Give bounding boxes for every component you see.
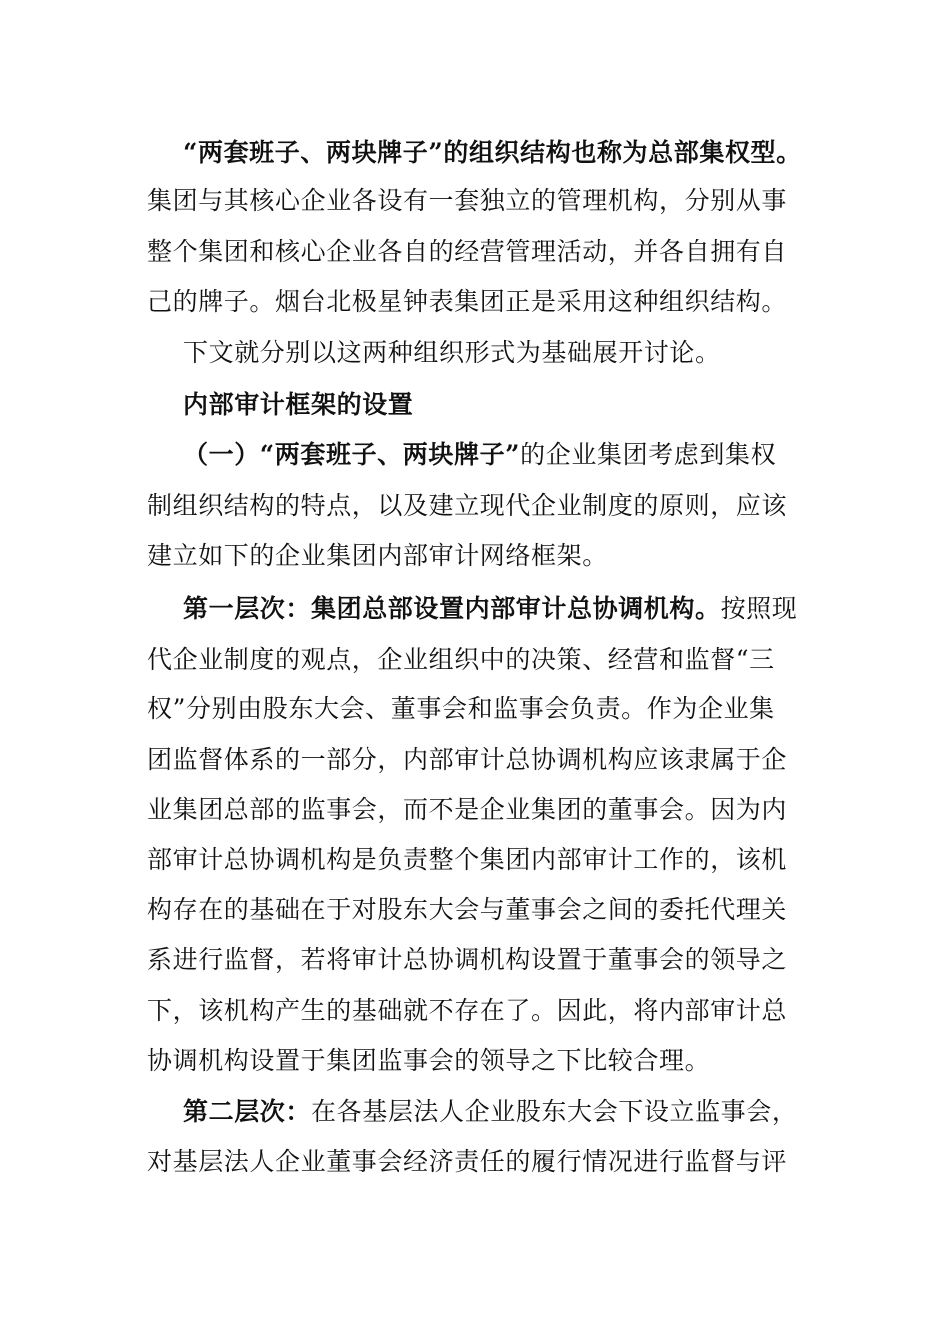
p5-line-1-bold: 第二层次： (183, 1097, 312, 1126)
p3-line-3: 建立如下的企业集团内部审计网络框架。 (147, 541, 608, 570)
p4-line-7: 构存在的基础在于对股东大会与董事会之间的委托代理关 (147, 895, 788, 924)
p3-line-1 (183, 440, 776, 470)
p1-line-4: 己的牌子。烟台北极星钟表集团正是采用这种组织结构。 (147, 287, 788, 316)
p3-line-2: 制组织结构的特点，以及建立现代企业制度的原则，应该 (147, 491, 788, 520)
p4-line-1-bold: 第一层次：集团总部设置内部审计总协调机构。 (183, 594, 721, 623)
p3-line-1-rest: 的企业集团考虑到集权 (520, 440, 777, 469)
p3-line-1-bold: （一）“两套班子、两块牌子” (183, 440, 521, 469)
p4-line-1 (183, 594, 797, 624)
p1-line-1: “两套班子、两块牌子”的组织结构也称为总部集权型。 (183, 138, 802, 167)
section-heading: 内部审计框架的设置 (183, 390, 414, 419)
p4-line-6: 部审计总协调机构是负责整个集团内部审计工作的，该机 (147, 845, 788, 874)
p4-line-4: 团监督体系的一部分，内部审计总协调机构应该隶属于企 (147, 745, 788, 774)
p2-line-1: 下文就分别以这两种组织形式为基础展开讨论。 (183, 338, 721, 367)
p4-line-3: 权”分别由股东大会、董事会和监事会负责。作为企业集 (147, 694, 775, 723)
p4-line-2: 代企业制度的观点，企业组织中的决策、经营和监督“三 (147, 645, 775, 674)
p4-line-1-rest: 按照现 (720, 594, 798, 623)
p1-line-2: 集团与其核心企业各设有一套独立的管理机构，分别从事 (147, 186, 788, 215)
p4-line-10: 协调机构设置于集团监事会的领导之下比较合理。 (147, 1046, 711, 1075)
p4-line-5: 业集团总部的监事会，而不是企业集团的董事会。因为内 (147, 795, 788, 824)
p5-line-1 (183, 1097, 797, 1127)
p5-line-2: 对基层法人企业董事会经济责任的履行情况进行监督与评 (147, 1147, 788, 1176)
p5-line-1-rest: 在各基层法人企业股东大会下设立监事会， (311, 1097, 798, 1126)
p1-line-3: 整个集团和核心企业各自的经营管理活动，并各自拥有自 (147, 237, 788, 266)
p4-line-8: 系进行监督，若将审计总协调机构设置于董事会的领导之 (147, 945, 788, 974)
p4-line-9: 下，该机构产生的基础就不存在了。因此，将内部审计总 (147, 996, 788, 1025)
